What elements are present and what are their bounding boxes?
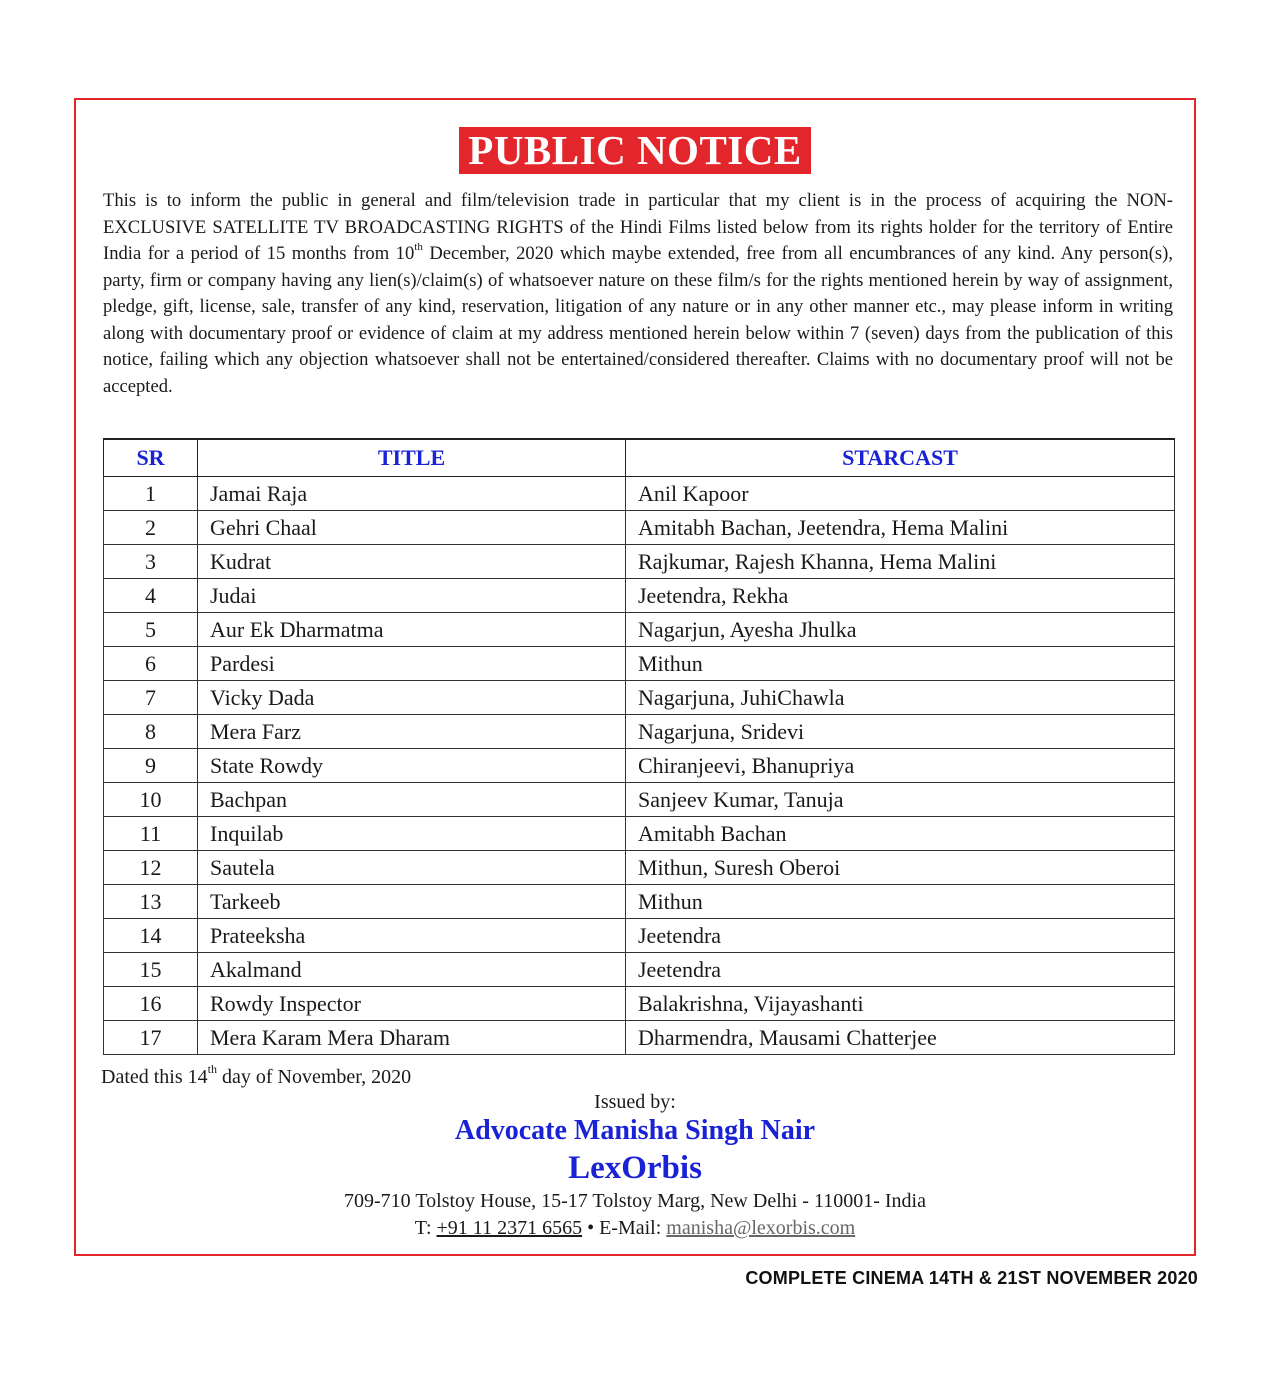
cell-sr: 6 <box>104 647 198 681</box>
table-row <box>104 511 1175 545</box>
films-table-body <box>104 477 1175 1055</box>
email-link[interactable]: manisha@lexorbis.com <box>666 1217 856 1239</box>
cell-starcast: Sanjeev Kumar, Tanuja <box>626 783 1175 817</box>
cell-sr: 9 <box>104 749 198 783</box>
table-row <box>104 919 1175 953</box>
cell-title: Pardesi <box>198 647 626 681</box>
dated-line <box>101 1062 412 1089</box>
publication-footer: COMPLETE CINEMA 14TH & 21ST NOVEMBER 2020 <box>745 1268 1198 1288</box>
cell-sr: 5 <box>104 613 198 647</box>
contact-line <box>76 1217 1194 1240</box>
intro-text-2: December, 2020 which maybe extended, free from all encumbrances of any kind. Any person(s), party, firm or company having any lien(s)/claim(s) of whatsoever nature on these film/s for the rights mentioned herein by way of assignment, pledge, gift, license, sale, transfer of any kind, reservation, litigation of any nature or in any other manner etc., may please inform in writing along with documentary proof or evidence of claim at my address mentioned herein below within 7 (seven) days from the publication of this notice, failing which any objection whatsoever shall not be entertained/considered thereafter. Claims with no documentary proof will not be accepted. <box>103 243 1173 397</box>
table-row <box>104 579 1175 613</box>
notice-title: PUBLIC NOTICE <box>459 127 810 174</box>
phone-number[interactable]: +91 11 2371 6565 <box>436 1217 583 1239</box>
table-row <box>104 545 1175 579</box>
table-row <box>104 647 1175 681</box>
cell-starcast: Mithun <box>626 647 1175 681</box>
cell-title: Tarkeeb <box>198 885 626 919</box>
cell-title: Prateeksha <box>198 919 626 953</box>
table-row <box>104 613 1175 647</box>
cell-title: Mera Farz <box>198 715 626 749</box>
table-row <box>104 851 1175 885</box>
cell-starcast: Chiranjeevi, Bhanupriya <box>626 749 1175 783</box>
table-row <box>104 817 1175 851</box>
cell-sr: 7 <box>104 681 198 715</box>
firm-address: 709-710 Tolstoy House, 15-17 Tolstoy Marg, New Delhi - 110001- India <box>344 1190 926 1212</box>
header-starcast: STARCAST <box>626 439 1175 477</box>
issued-by-label: Issued by: <box>594 1091 676 1113</box>
cell-title: Bachpan <box>198 783 626 817</box>
cell-starcast: Rajkumar, Rajesh Khanna, Hema Malini <box>626 545 1175 579</box>
header-title: TITLE <box>198 439 626 477</box>
dated-superscript: th <box>207 1062 217 1077</box>
intro-text-1: This is to inform the public in general and film/television trade in particular that my client is in the process of acquiring the NON-EXCLUSIVE SATELLITE TV BROADCASTING RIGHTS of the Hindi Films listed below from its rights holder for the territory of Entire India for a period of 15 months from 10 <box>103 190 1173 264</box>
cell-sr: 16 <box>104 987 198 1021</box>
cell-starcast: Nagarjun, Ayesha Jhulka <box>626 613 1175 647</box>
table-header-row <box>104 439 1175 477</box>
table-row <box>104 987 1175 1021</box>
cell-sr: 13 <box>104 885 198 919</box>
phone-label: T: <box>414 1217 437 1239</box>
header-sr: SR <box>104 439 198 477</box>
cell-sr: 12 <box>104 851 198 885</box>
dated-prefix: Dated this 14 <box>101 1066 208 1088</box>
cell-sr: 11 <box>104 817 198 851</box>
cell-starcast: Anil Kapoor <box>626 477 1175 511</box>
cell-sr: 3 <box>104 545 198 579</box>
advocate-name: Advocate Manisha Singh Nair <box>454 1115 816 1146</box>
cell-sr: 2 <box>104 511 198 545</box>
cell-title: Vicky Dada <box>198 681 626 715</box>
cell-title: Aur Ek Dharmatma <box>198 613 626 647</box>
cell-title: Judai <box>198 579 626 613</box>
table-row <box>104 885 1175 919</box>
firm-name: LexOrbis <box>568 1150 702 1186</box>
table-row <box>104 783 1175 817</box>
cell-sr: 4 <box>104 579 198 613</box>
cell-starcast: Mithun <box>626 885 1175 919</box>
table-row <box>104 477 1175 511</box>
cell-title: Sautela <box>198 851 626 885</box>
cell-title: Gehri Chaal <box>198 511 626 545</box>
cell-title: Jamai Raja <box>198 477 626 511</box>
table-row <box>104 1021 1175 1055</box>
cell-title: Mera Karam Mera Dharam <box>198 1021 626 1055</box>
cell-sr: 8 <box>104 715 198 749</box>
cell-title: Kudrat <box>198 545 626 579</box>
cell-title: Akalmand <box>198 953 626 987</box>
cell-starcast: Balakrishna, Vijayashanti <box>626 987 1175 1021</box>
title-wrap <box>76 127 1194 174</box>
table-row <box>104 681 1175 715</box>
cell-title: Rowdy Inspector <box>198 987 626 1021</box>
cell-title: State Rowdy <box>198 749 626 783</box>
cell-sr: 10 <box>104 783 198 817</box>
table-row <box>104 715 1175 749</box>
cell-sr: 14 <box>104 919 198 953</box>
cell-starcast: Dharmendra, Mausami Chatterjee <box>626 1021 1175 1055</box>
cell-sr: 1 <box>104 477 198 511</box>
email-label: • E-Mail: <box>582 1217 667 1239</box>
notice-intro <box>103 188 1173 400</box>
table-row <box>104 749 1175 783</box>
cell-sr: 17 <box>104 1021 198 1055</box>
cell-title: Inquilab <box>198 817 626 851</box>
table-row <box>104 953 1175 987</box>
films-table <box>103 438 1175 1055</box>
cell-starcast: Jeetendra <box>626 953 1175 987</box>
cell-starcast: Jeetendra, Rekha <box>626 579 1175 613</box>
cell-starcast: Mithun, Suresh Oberoi <box>626 851 1175 885</box>
dated-suffix: day of November, 2020 <box>217 1066 412 1088</box>
cell-starcast: Jeetendra <box>626 919 1175 953</box>
notice-frame <box>74 98 1196 1256</box>
cell-starcast: Nagarjuna, Sridevi <box>626 715 1175 749</box>
cell-starcast: Nagarjuna, JuhiChawla <box>626 681 1175 715</box>
cell-sr: 15 <box>104 953 198 987</box>
intro-superscript: th <box>414 240 423 253</box>
cell-starcast: Amitabh Bachan, Jeetendra, Hema Malini <box>626 511 1175 545</box>
cell-starcast: Amitabh Bachan <box>626 817 1175 851</box>
